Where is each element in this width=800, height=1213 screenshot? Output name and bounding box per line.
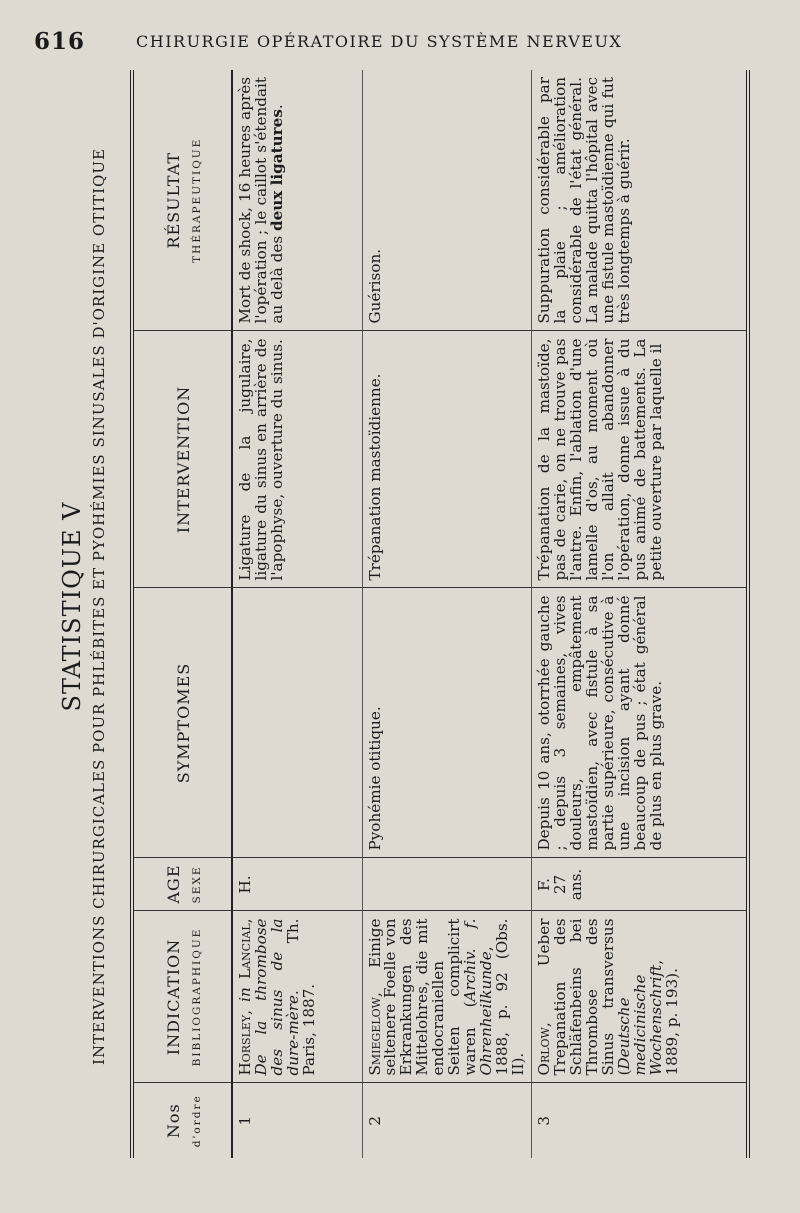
statistics-table: [130, 70, 750, 1158]
cited-author: Lancial: [236, 923, 254, 979]
age-value: 27 ans.: [550, 868, 585, 901]
row-age-sex: H.: [232, 858, 362, 911]
indication-text: ,: [236, 918, 254, 924]
row-intervention: Ligature de la jugulaire, ligature du sinus en arrière de l'apophyse, ouverture du sinus.: [232, 331, 362, 588]
header-indication: [132, 911, 232, 1083]
author-name: Orlow: [535, 1027, 554, 1076]
header-symptomes: [132, 588, 232, 858]
page-number: 616: [34, 28, 86, 55]
row-indication: [532, 911, 748, 1083]
statistique-title: STATISTIQUE V: [58, 501, 86, 712]
indication-text: . Th. Paris, 1887.: [283, 918, 318, 1076]
header-age-main: AGE: [163, 864, 183, 904]
running-title: CHIRURGIE OPÉRATOIRE DU SYSTÈME NERVEUX: [136, 32, 623, 51]
header-num: [132, 1083, 232, 1158]
header-resultat-main: RÉSULTAT: [163, 151, 183, 249]
table-caption: INTERVENTIONS CHIRURGICALES POUR PHLÉBITES ET PYOHÉMIES SINUSALES D'ORIGINE OTITIQUE: [90, 148, 108, 1065]
row-number: 2: [362, 1083, 532, 1158]
row-number: 3: [532, 1083, 748, 1158]
indication-text: , Einige seltenere Foelle von Erkrankungen des Mittelohres, die mit endocraniellen Seiten complicirt waren (: [365, 918, 480, 1076]
author-name: Horsley: [236, 1014, 254, 1076]
row-resultat: Guérison.: [362, 70, 532, 331]
author-name: Smiegelow: [365, 997, 384, 1076]
table-row: [362, 70, 532, 1158]
header-resultat: [132, 70, 232, 331]
header-resultat-sub: THÉRAPEUTIQUE: [190, 137, 203, 263]
header-symptomes-main: SYMPTOMES: [173, 662, 193, 784]
header-num-main: Nos: [163, 1103, 183, 1139]
table-row: [532, 70, 748, 1158]
header-row: [132, 70, 232, 1158]
row-symptomes: Depuis 10 ans, otorrhée gauche ; depuis 3 semaines, vives douleurs, empâtement mastoïdien, avec fistule à sa partie supérieure, consécutive à une incision ayant donné beaucoup de pus ; état général de plus en plus grave.: [532, 588, 748, 858]
header-intervention-main: INTERVENTION: [173, 385, 193, 534]
row-symptomes: [232, 588, 362, 858]
header-num-sub: d'ordre: [190, 1094, 203, 1148]
resultat-bold: deux ligatures: [267, 109, 286, 232]
row-symptomes: Pyohémie otitique.: [362, 588, 532, 858]
header-age: [132, 858, 232, 911]
header-indication-main: INDICATION: [163, 938, 183, 1056]
journal-title: Deutsche medicinische Wochenschrift: [614, 964, 665, 1076]
resultat-text: .: [267, 104, 286, 110]
sex-value: F.: [535, 878, 554, 891]
resultat-text: Mort de shock, 16 heures après l'opération ; le caillot s'étendait au delà des: [236, 77, 286, 324]
row-indication: [362, 911, 532, 1083]
row-indication: [232, 911, 362, 1083]
row-intervention: Trépanation mastoïdienne.: [362, 331, 532, 588]
header-intervention: [132, 331, 232, 588]
header-age-sub: SEXE: [190, 865, 203, 904]
journal-title: Archiv. f. Ohrenheilkunde: [461, 918, 496, 1076]
indication-italic: in: [236, 987, 254, 1002]
indication-text: ,: [236, 1001, 254, 1015]
row-resultat: [232, 70, 362, 331]
row-age-sex: [362, 858, 532, 911]
rotated-table-stage: [48, 55, 768, 1158]
indication-text: , 1888, p. 92 (Obs. II).: [477, 918, 528, 1076]
row-age-sex: [532, 858, 748, 911]
table-row: [232, 70, 362, 1158]
work-title: De la thrombose des sinus de la dure-mère: [251, 918, 302, 1076]
row-intervention: Trépanation de la mastoïde, pas de carie, on ne trouve pas l'antre. Enfin, l'ablation d'une lamelle d'os, au moment où l'on allait abandonner l'opération, donne issue à du pus animé de battements. La petite ouverture par laquelle il: [532, 331, 748, 588]
indication-text: , Ueber Trepanation des Schläfenbeins bei Thrombose des Sinus transversus (: [535, 918, 633, 1076]
row-number: 1: [236, 1115, 254, 1126]
indication-text: , 1889, p. 193).: [646, 959, 681, 1076]
row-resultat: Suppuration considérable par la plaie ; amélioration considérable de l'état général. La malade quitta l'hôpital avec une fistule mastoïdienne qui fut très longtemps à guérir.: [532, 70, 748, 331]
header-indication-sub: BIBLIOGRAPHIQUE: [190, 927, 203, 1067]
